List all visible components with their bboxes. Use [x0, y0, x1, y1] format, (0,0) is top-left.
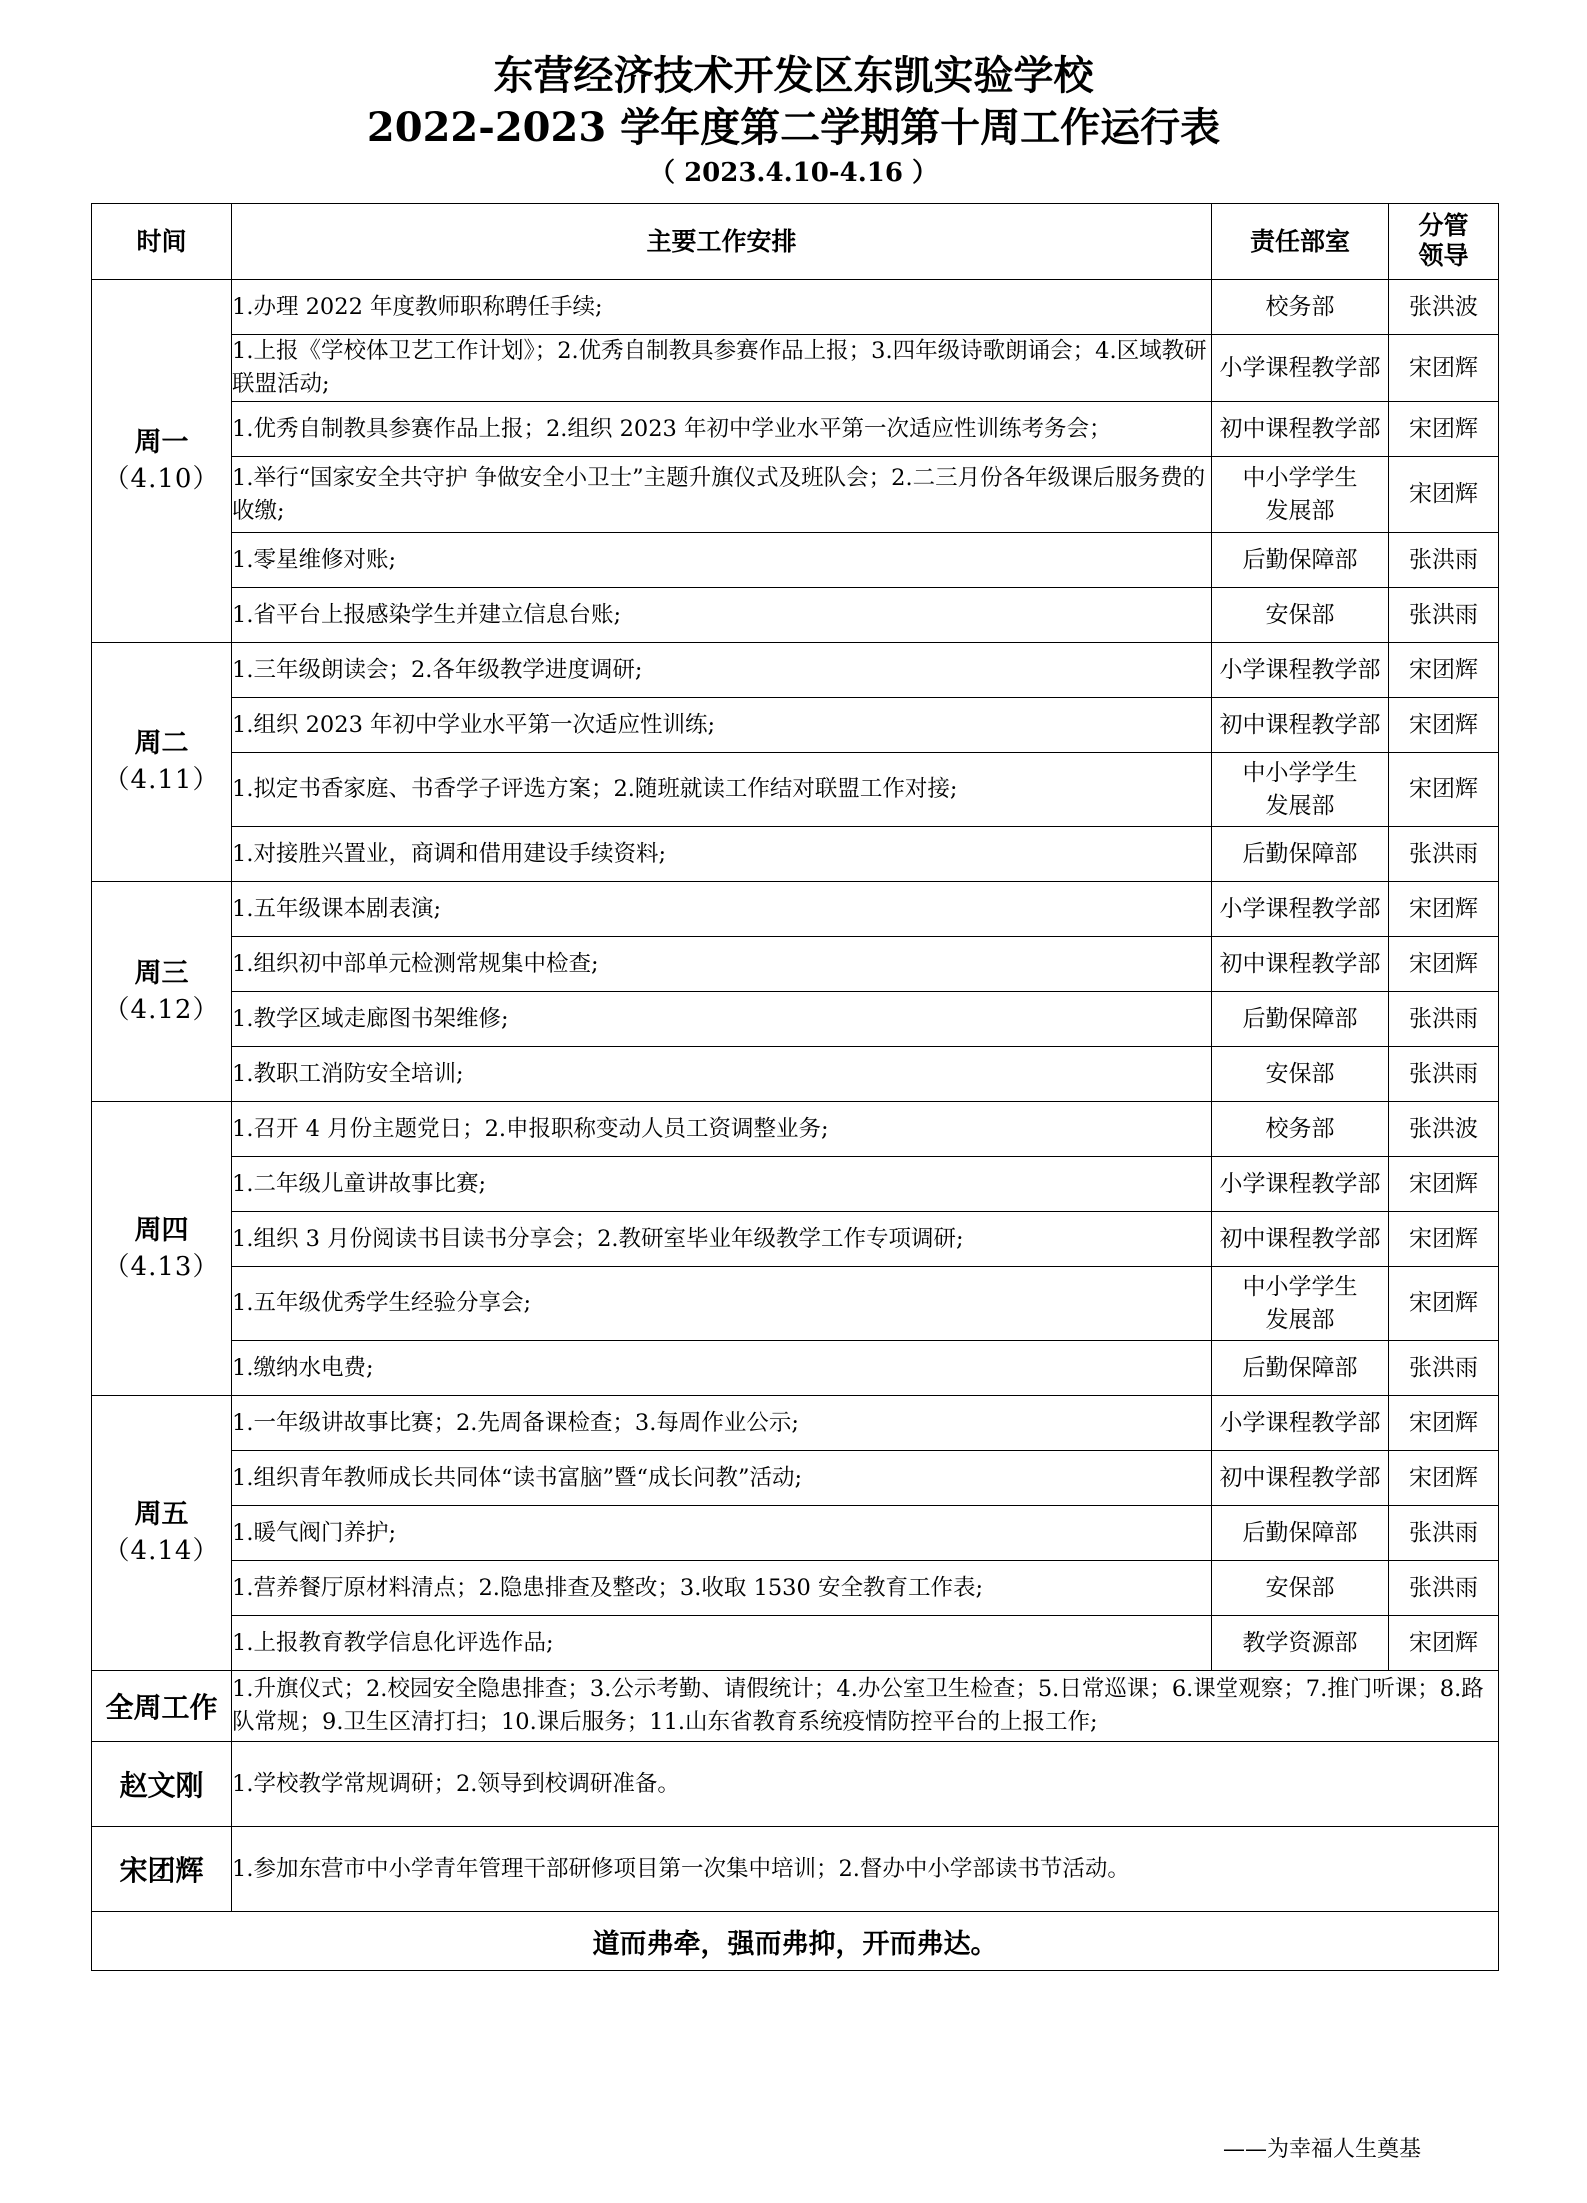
work-item: 1.三年级朗读会；2.各年级教学进度调研;	[232, 643, 1212, 698]
leader-cell: 宋团辉	[1389, 1212, 1499, 1267]
work-item: 1.组织初中部单元检测常规集中检查;	[232, 937, 1212, 992]
work-item: 1.教职工消防安全培训;	[232, 1047, 1212, 1102]
leader-cell: 宋团辉	[1389, 335, 1499, 402]
leader-cell: 宋团辉	[1389, 1267, 1499, 1341]
dept-label: 初中课程教学部	[1219, 1464, 1381, 1491]
work-item: 1.对接胜兴置业，商调和借用建设手续资料;	[232, 827, 1212, 882]
work-item: 1.暖气阀门养护;	[232, 1506, 1212, 1561]
dept-cell	[1212, 1616, 1389, 1671]
dept-cell	[1212, 457, 1389, 533]
day-label: 周四	[134, 1214, 189, 1246]
dept-label: 后勤保障部	[1242, 840, 1358, 867]
table-row	[92, 882, 1499, 937]
dept-label: 安保部	[1265, 1060, 1335, 1087]
day-date: （4.14）	[103, 1536, 220, 1566]
page-subtitle: 2022-2023 学年度第二学期第十周工作运行表	[366, 104, 1221, 151]
work-item: 1.二年级儿童讲故事比赛;	[232, 1157, 1212, 1212]
footer-slogan: ——为幸福人生奠基	[1223, 2137, 1422, 2162]
table-row	[92, 1451, 1499, 1506]
table-row	[92, 1396, 1499, 1451]
dept-label: 校务部	[1265, 1115, 1335, 1142]
day-label: 周一	[134, 427, 189, 458]
table-row	[92, 1341, 1499, 1396]
dept-cell	[1212, 937, 1389, 992]
dept-cell	[1212, 402, 1389, 457]
leader-cell: 宋团辉	[1389, 882, 1499, 937]
dept-label: 小学课程教学部	[1219, 1409, 1381, 1436]
table-row	[92, 1047, 1499, 1102]
leader-cell: 张洪雨	[1389, 992, 1499, 1047]
dept-label: 小学课程教学部	[1219, 1170, 1381, 1197]
table-row	[92, 643, 1499, 698]
leader-cell: 张洪波	[1389, 1102, 1499, 1157]
column-header-time: 时间	[92, 204, 232, 280]
dept-cell	[1212, 753, 1389, 827]
leader-tasks: 1.参加东营市中小学青年管理干部研修项目第一次集中培训；2.督办中小学部读书节活动。	[232, 1827, 1499, 1912]
dept-cell	[1212, 1396, 1389, 1451]
leader-cell: 宋团辉	[1389, 698, 1499, 753]
leader-cell: 张洪雨	[1389, 588, 1499, 643]
dept-cell	[1212, 1341, 1389, 1396]
day-cell	[92, 1396, 232, 1671]
work-item: 1.上报《学校体卫艺工作计划》；2.优秀自制教具参赛作品上报；3.四年级诗歌朗诵会；4.区域教研联盟活动;	[232, 335, 1212, 402]
dept-cell	[1212, 1506, 1389, 1561]
leader-name: 赵文刚	[92, 1742, 232, 1827]
table-row	[92, 1102, 1499, 1157]
dept-cell	[1212, 1102, 1389, 1157]
table-row	[92, 992, 1499, 1047]
dept-label: 后勤保障部	[1242, 1519, 1358, 1546]
leader-cell: 宋团辉	[1389, 1451, 1499, 1506]
dept-label: 小学课程教学部	[1219, 354, 1381, 381]
leader-cell: 张洪雨	[1389, 827, 1499, 882]
dept-cell	[1212, 827, 1389, 882]
dept-label: 安保部	[1265, 601, 1335, 628]
leader-cell: 张洪雨	[1389, 1341, 1499, 1396]
work-item: 1.组织 2023 年初中学业水平第一次适应性训练;	[232, 698, 1212, 753]
table-row	[92, 1616, 1499, 1671]
motto-row	[92, 1912, 1499, 1971]
dept-label: 初中课程教学部	[1219, 415, 1381, 442]
leader-cell: 宋团辉	[1389, 402, 1499, 457]
dept-cell	[1212, 1047, 1389, 1102]
work-item: 1.缴纳水电费;	[232, 1341, 1212, 1396]
leader-row	[92, 1742, 1499, 1827]
table-row	[92, 1212, 1499, 1267]
table-row	[92, 1157, 1499, 1212]
week-work-text: 1.升旗仪式；2.校园安全隐患排查；3.公示考勤、请假统计；4.办公室卫生检查；5.日常巡课；6.课堂观察；7.推门听课；8.路队常规；9.卫生区清打扫；10.课后服务；11.山东省教育系统疫情防控平台的上报工作;	[232, 1671, 1499, 1742]
table-row	[92, 335, 1499, 402]
dept-label: 初中课程教学部	[1219, 950, 1381, 977]
day-label: 周二	[134, 728, 189, 759]
week-work-label: 全周工作	[92, 1671, 232, 1742]
table-row	[92, 1267, 1499, 1341]
table-row	[92, 753, 1499, 827]
dept-label: 中小学学生发展部	[1242, 464, 1358, 524]
dept-cell	[1212, 335, 1389, 402]
leader-cell: 宋团辉	[1389, 1396, 1499, 1451]
table-row	[92, 588, 1499, 643]
dept-cell	[1212, 1212, 1389, 1267]
day-date: （4.12）	[103, 994, 220, 1025]
work-item: 1.办理 2022 年度教师职称聘任手续;	[232, 280, 1212, 335]
work-item: 1.组织 3 月份阅读书目读书分享会；2.教研室毕业年级教学工作专项调研;	[232, 1212, 1212, 1267]
dept-label: 校务部	[1265, 293, 1335, 320]
work-item: 1.五年级课本剧表演;	[232, 882, 1212, 937]
dept-cell	[1212, 1451, 1389, 1506]
dept-cell	[1212, 698, 1389, 753]
work-item: 1.召开 4 月份主题党日；2.申报职称变动人员工资调整业务;	[232, 1102, 1212, 1157]
schedule-table	[91, 203, 1499, 1971]
leader-cell: 宋团辉	[1389, 753, 1499, 827]
day-date: （4.10）	[103, 464, 220, 494]
work-item: 1.优秀自制教具参赛作品上报；2.组织 2023 年初中学业水平第一次适应性训练考务会；	[232, 402, 1212, 457]
dept-cell	[1212, 1267, 1389, 1341]
leader-cell: 宋团辉	[1389, 1157, 1499, 1212]
dept-cell	[1212, 992, 1389, 1047]
dept-label: 后勤保障部	[1242, 546, 1358, 573]
dept-cell	[1212, 533, 1389, 588]
table-row	[92, 698, 1499, 753]
leader-row	[92, 1827, 1499, 1912]
dept-label: 初中课程教学部	[1219, 711, 1381, 738]
work-item: 1.五年级优秀学生经验分享会;	[232, 1267, 1212, 1341]
day-cell	[92, 1102, 232, 1396]
dept-label: 小学课程教学部	[1219, 656, 1381, 683]
dept-label: 小学课程教学部	[1219, 895, 1381, 922]
work-item: 1.举行“国家安全共守护 争做安全小卫士”主题升旗仪式及班队会；2.二三月份各年级课后服务费的收缴;	[232, 457, 1212, 533]
schedule-body	[92, 280, 1499, 1971]
dept-label: 中小学学生发展部	[1242, 759, 1358, 819]
work-item: 1.零星维修对账;	[232, 533, 1212, 588]
week-work-row	[92, 1671, 1499, 1742]
dept-cell	[1212, 643, 1389, 698]
day-label: 周五	[134, 1499, 189, 1530]
table-row	[92, 402, 1499, 457]
leader-cell: 张洪雨	[1389, 1047, 1499, 1102]
motto: 道而弗牵，强而弗抑，开而弗达。	[92, 1912, 1499, 1971]
table-row	[92, 827, 1499, 882]
dept-label: 安保部	[1265, 1574, 1335, 1601]
table-row	[92, 1561, 1499, 1616]
dept-label: 中小学学生发展部	[1242, 1273, 1358, 1333]
leader-tasks: 1.学校教学常规调研；2.领导到校调研准备。	[232, 1742, 1499, 1827]
dept-label: 初中课程教学部	[1219, 1225, 1381, 1252]
dept-cell	[1212, 280, 1389, 335]
work-item: 1.上报教育教学信息化评选作品;	[232, 1616, 1212, 1671]
leader-cell: 宋团辉	[1389, 937, 1499, 992]
table-row	[92, 457, 1499, 533]
table-row	[92, 533, 1499, 588]
date-range: （ 2023.4.10-4.16 ）	[649, 158, 938, 188]
column-header-dept: 责任部室	[1212, 204, 1389, 280]
leader-cell: 宋团辉	[1389, 643, 1499, 698]
day-cell	[92, 643, 232, 882]
leader-cell: 张洪雨	[1389, 1506, 1499, 1561]
leader-name: 宋团辉	[92, 1827, 232, 1912]
day-cell	[92, 280, 232, 643]
column-header-leader: 分管领导	[1389, 204, 1499, 280]
leader-cell: 宋团辉	[1389, 457, 1499, 533]
table-row	[92, 280, 1499, 335]
work-item: 1.组织青年教师成长共同体“读书富脑”暨“成长问教”活动;	[232, 1451, 1212, 1506]
table-row	[92, 937, 1499, 992]
day-cell	[92, 882, 232, 1102]
work-item: 1.一年级讲故事比赛；2.先周备课检查；3.每周作业公示;	[232, 1396, 1212, 1451]
day-label: 周三	[134, 957, 189, 989]
dept-cell	[1212, 1561, 1389, 1616]
dept-label: 教学资源部	[1242, 1629, 1358, 1656]
leader-cell: 张洪雨	[1389, 1561, 1499, 1616]
leader-cell: 张洪波	[1389, 280, 1499, 335]
dept-cell	[1212, 588, 1389, 643]
dept-cell	[1212, 1157, 1389, 1212]
work-item: 1.省平台上报感染学生并建立信息台账;	[232, 588, 1212, 643]
dept-label: 后勤保障部	[1242, 1005, 1358, 1032]
page-title: 东营经济技术开发区东凯实验学校	[493, 52, 1094, 99]
dept-cell	[1212, 882, 1389, 937]
table-row	[92, 1506, 1499, 1561]
column-header-work: 主要工作安排	[232, 204, 1212, 280]
leader-cell: 宋团辉	[1389, 1616, 1499, 1671]
work-item: 1.教学区域走廊图书架维修;	[232, 992, 1212, 1047]
work-item: 1.营养餐厅原材料清点；2.隐患排查及整改；3.收取 1530 安全教育工作表;	[232, 1561, 1212, 1616]
dept-label: 后勤保障部	[1242, 1354, 1358, 1381]
leader-cell: 张洪雨	[1389, 533, 1499, 588]
work-item: 1.拟定书香家庭、书香学子评选方案；2.随班就读工作结对联盟工作对接;	[232, 753, 1212, 827]
day-date: （4.13）	[103, 1251, 220, 1282]
day-date: （4.11）	[103, 765, 220, 795]
